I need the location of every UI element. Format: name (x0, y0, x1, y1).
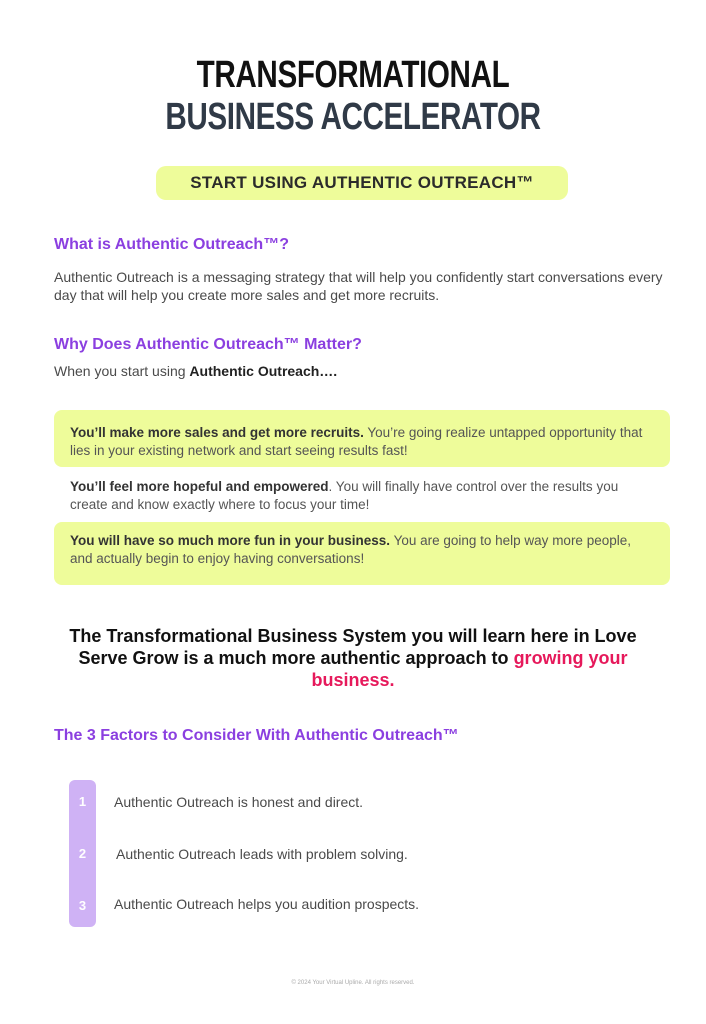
benefit-lead: You will have so much more fun in your business. (70, 533, 391, 548)
factor-text-1: Authentic Outreach is honest and direct. (114, 794, 364, 810)
factor-number-1: 1 (78, 794, 87, 809)
heading-factors: The 3 Factors to Consider With Authentic Outreach™ (54, 727, 459, 744)
key-statement-text: The Transformational Business System you will learn here in Love Serve Grow is a much more authentic approach to (69, 626, 637, 668)
factor-text-3: Authentic Outreach helps you audition prospects. (114, 896, 420, 912)
footer-copyright: © 2024 Your Virtual Upline. All rights reserved. (291, 980, 415, 986)
heading-what-is: What is Authentic Outreach™? (54, 236, 289, 253)
paragraph-what-is: Authentic Outreach is a messaging strategy that will help you confidently start conversations every day that will help you create more sales and get more recruits. (54, 269, 663, 303)
benefit-text: You are going to help way more people, and actually begin to enjoy having conversations! (70, 533, 631, 566)
title-line-2: BUSINESS ACCELERATOR (165, 96, 541, 138)
benefit-item-2 (70, 478, 650, 514)
benefit-item-3 (70, 532, 650, 568)
intro-prefix: When you start using (54, 363, 190, 379)
key-statement (60, 625, 646, 691)
heading-why-matters: Why Does Authentic Outreach™ Matter? (54, 336, 362, 353)
benefit-text: You’re going realize untapped opportunity that lies in your existing network and start seeing results fast! (70, 425, 643, 458)
factor-text-2: Authentic Outreach leads with problem solving. (116, 846, 408, 862)
factor-number-2: 2 (78, 846, 87, 861)
title-line-1: TRANSFORMATIONAL (196, 54, 510, 96)
key-statement-accent: growing your business. (311, 648, 628, 690)
benefit-text: . You will finally have control over the results you create and know exactly where to focus your time! (70, 479, 619, 512)
benefit-lead: You’ll make more sales and get more recruits. (70, 425, 364, 440)
paragraph-intro (54, 362, 674, 380)
benefit-item-1 (70, 424, 650, 460)
factor-number-3: 3 (78, 898, 87, 913)
section-banner: START USING AUTHENTIC OUTREACH™ (156, 166, 568, 200)
intro-bold: Authentic Outreach…. (189, 363, 338, 379)
benefit-lead: You’ll feel more hopeful and empowered (70, 479, 329, 494)
